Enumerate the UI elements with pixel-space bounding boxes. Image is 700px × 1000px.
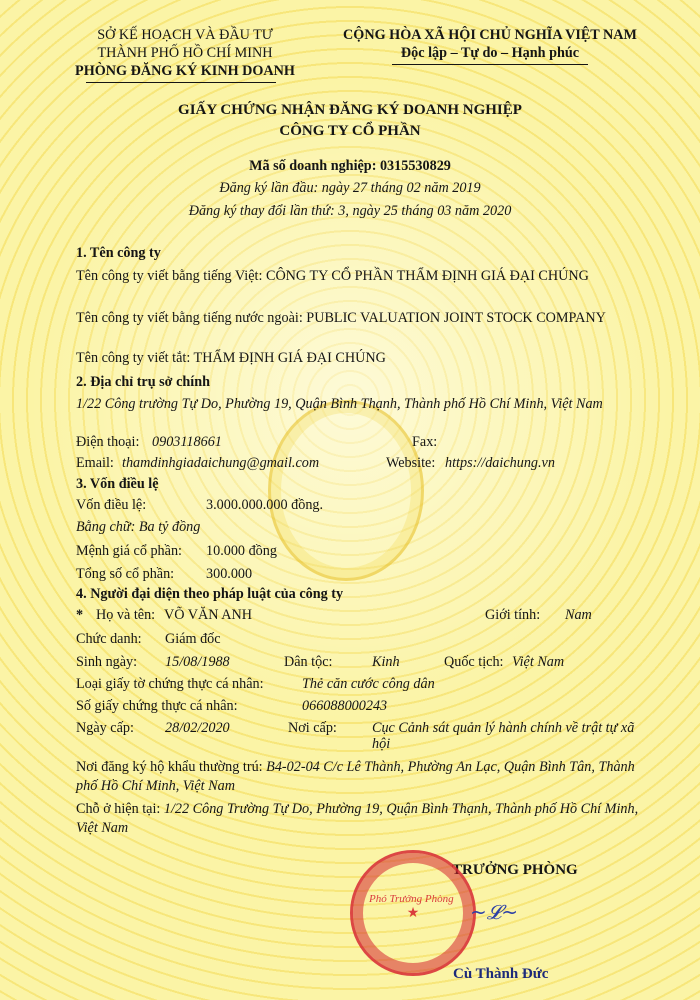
email-label: Email: xyxy=(76,455,114,471)
par-value: 10.000 đồng xyxy=(206,543,277,559)
first-registration: Đăng ký lần đầu: ngày 27 tháng 02 năm 2019 xyxy=(219,180,481,196)
national-emblem-watermark xyxy=(268,400,424,581)
id-number-label: Số giấy chứng thực cá nhân: xyxy=(76,698,238,714)
dob-label: Sinh ngày: xyxy=(76,654,138,670)
residence-label: Nơi đăng ký hộ khẩu thường trú: xyxy=(76,759,263,775)
email-value: thamdinhgiadaichung@gmail.com xyxy=(122,455,320,471)
section-2-heading: 2. Địa chỉ trụ sở chính xyxy=(76,374,210,390)
signatory-title: TRƯỞNG PHÒNG xyxy=(452,862,578,878)
section-4-heading: 4. Người đại diện theo pháp luật của công ty xyxy=(76,586,344,602)
page-title: GIẤY CHỨNG NHẬN ĐĂNG KÝ DOANH NGHIỆP CÔNG TY CỔ PHẦN xyxy=(178,102,522,139)
head-office-address: 1/22 Công trường Tự Do, Phường 19, Quận Bình Thạnh, Thành phố Hồ Chí Minh, Việt Nam xyxy=(76,396,603,412)
position-value: Giám đốc xyxy=(165,631,221,647)
nationality-value: Việt Nam xyxy=(512,654,565,670)
gender-label: Giới tính: xyxy=(485,607,541,623)
capital-label: Vốn điều lệ: xyxy=(76,497,147,513)
gender-value: Nam xyxy=(565,607,592,623)
dob-value: 15/08/1988 xyxy=(165,654,230,670)
id-type-value: Thẻ căn cước công dân xyxy=(302,676,435,692)
seal-star-icon: ★ xyxy=(406,906,420,921)
phone-value: 0903118661 xyxy=(152,434,222,450)
handwritten-signature: ~𝓛~ xyxy=(470,900,519,924)
authority-underline xyxy=(86,82,276,83)
signer-name: Cù Thành Đức xyxy=(453,966,549,982)
section-3-heading: 3. Vốn điều lệ xyxy=(76,476,159,492)
issue-place-label: Nơi cấp: xyxy=(288,720,337,736)
par-value-label: Mệnh giá cổ phần: xyxy=(76,543,182,559)
issuing-authority: SỞ KẾ HOẠCH VÀ ĐẦU TƯ THÀNH PHỐ HỒ CHÍ MINH PHÒNG ĐĂNG KÝ KINH DOANH xyxy=(75,27,295,79)
issue-date-value: 28/02/2020 xyxy=(165,720,230,736)
ethnic-label: Dân tộc: xyxy=(284,654,333,670)
id-type-label: Loại giấy tờ chứng thực cá nhân: xyxy=(76,676,264,692)
nationality-label: Quốc tịch: xyxy=(444,654,504,670)
id-number-value: 066088000243 xyxy=(302,698,388,714)
residence-value: B4-02-04 C/c Lê Thành, Phường An Lạc, Quận Bình Tân, Thành phố Hồ Chí Minh, Việt Nam xyxy=(76,759,635,794)
representative-name: VÕ VĂN ANH xyxy=(164,607,253,623)
official-seal xyxy=(350,850,476,976)
company-name-vietnamese: Tên công ty viết bằng tiếng Việt: CÔNG TY CỔ PHẦN THẨM ĐỊNH GIÁ ĐẠI CHÚNG xyxy=(76,268,589,284)
total-shares-value: 300.000 xyxy=(206,566,253,582)
name-label: Họ và tên: xyxy=(96,607,156,623)
registration-change: Đăng ký thay đổi lần thứ: 3, ngày 25 tháng 03 năm 2020 xyxy=(188,203,512,219)
representative-bullet: * xyxy=(76,607,84,623)
current-residence xyxy=(76,800,646,838)
enterprise-code: Mã số doanh nghiệp: 0315530829 xyxy=(249,158,451,174)
ethnic-value: Kinh xyxy=(372,654,400,670)
motto-underline xyxy=(392,64,588,65)
issue-date-label: Ngày cấp: xyxy=(76,720,134,736)
section-1-heading: 1. Tên công ty xyxy=(76,245,161,261)
capital-in-words: Bằng chữ: Ba tỷ đồng xyxy=(76,519,201,535)
company-short-name: Tên công ty viết tắt: THẨM ĐỊNH GIÁ ĐẠI CHÚNG xyxy=(76,350,386,366)
stamp-deputy-title: Phó Trưởng Phòng xyxy=(369,893,454,905)
website-value: https://daichung.vn xyxy=(445,455,555,471)
national-motto: CỘNG HÒA XÃ HỘI CHỦ NGHĨA VIỆT NAM Độc lập – Tự do – Hạnh phúc xyxy=(343,27,637,61)
website-label: Website: xyxy=(386,455,436,471)
position-label: Chức danh: xyxy=(76,631,142,647)
capital-value: 3.000.000.000 đồng. xyxy=(206,497,324,513)
company-name-foreign: Tên công ty viết bằng tiếng nước ngoài: PUBLIC VALUATION JOINT STOCK COMPANY xyxy=(76,310,606,326)
fax-label: Fax: xyxy=(412,434,438,450)
permanent-residence xyxy=(76,758,646,796)
current-residence-label: Chỗ ở hiện tại: xyxy=(76,801,161,817)
issue-place-value: Cục Cảnh sát quản lý hành chính về trật tự xã hội xyxy=(372,720,635,752)
current-residence-value: 1/22 Công Trường Tự Do, Phường 19, Quận Bình Thạnh, Thành phố Hồ Chí Minh, Việt Nam xyxy=(76,801,639,836)
total-shares-label: Tổng số cổ phần: xyxy=(76,566,175,582)
phone-label: Điện thoại: xyxy=(76,434,140,450)
